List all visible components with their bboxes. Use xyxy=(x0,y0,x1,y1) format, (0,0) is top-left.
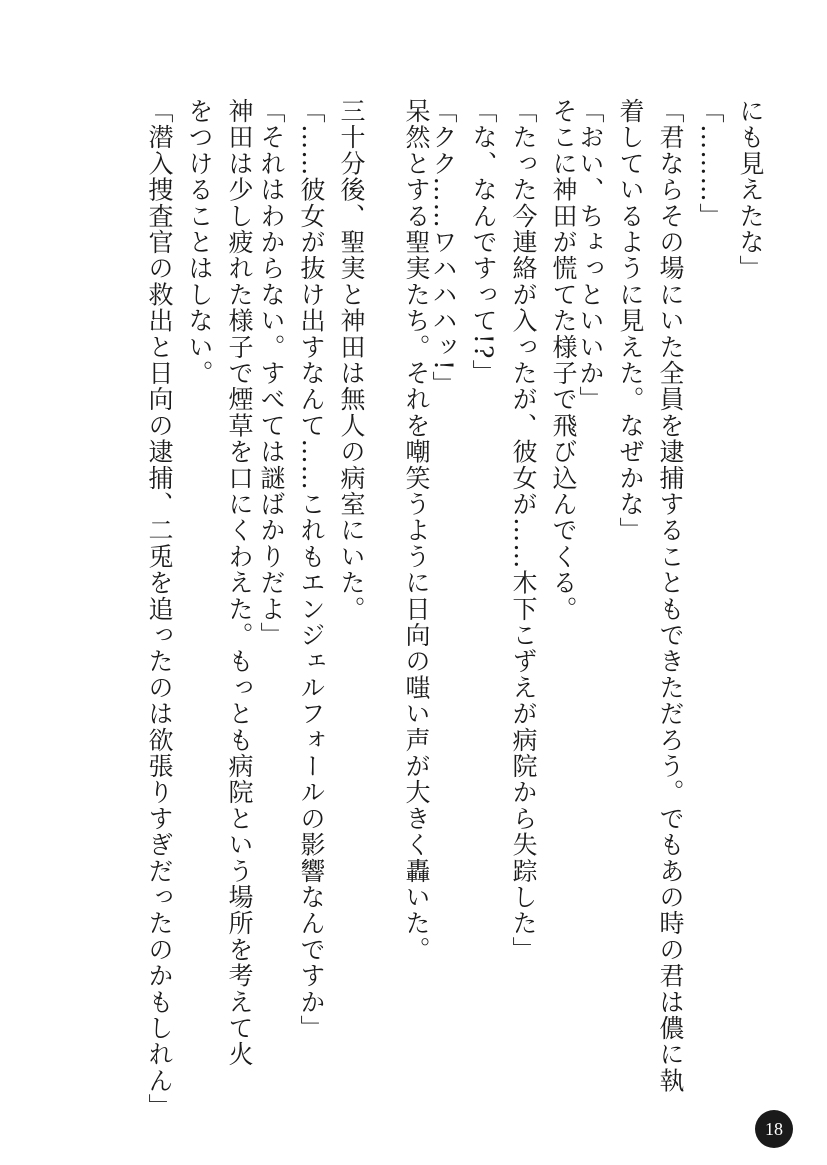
text-line: 呆然とする聖実たち。それを嘲笑うように日向の嗤い声が大きく轟いた。 xyxy=(402,98,431,963)
text-line: 着しているように見えた。なぜかな」 xyxy=(616,98,645,544)
text-line: 「君ならその場にいた全員を逮捕することもできただろう。でもあの時の君は儂に執 xyxy=(656,98,685,1094)
text-line: 三十分後、聖実と神田は無人の病室にいた。 xyxy=(337,98,366,622)
text-line: 「クク……ワハハハッ!」 xyxy=(429,98,458,398)
text-line: 「……彼女が抜け出すなんて……これもエンジェルフォールの影響なんですか」 xyxy=(297,98,326,1042)
text-line: 「な、なんですって!?」 xyxy=(469,98,498,386)
text-line: をつけることはしない。 xyxy=(185,98,214,387)
text-line: そこに神田が慌てた様子で飛び込んでくる。 xyxy=(549,98,578,622)
text-line: 神田は少し疲れた様子で煙草を口にくわえた。もっとも病院という場所を考えて火 xyxy=(225,98,254,1068)
text-line: 「おい、ちょっといいか」 xyxy=(576,98,605,413)
page-number-badge: 18 xyxy=(755,1110,793,1148)
text-line: 「潜入捜査官の救出と日向の逮捕、二兎を追ったのは欲張りすぎだったのかもしれん」 xyxy=(145,98,174,1120)
text-line: 「それはわからない。すべては謎ばかりだよ」 xyxy=(257,98,286,649)
text-line: にも見えたな」 xyxy=(736,98,765,282)
text-line: 「たった今連絡が入ったが、彼女が……木下こずえが病院から失踪した」 xyxy=(509,98,538,963)
text-line: 「………」 xyxy=(696,98,725,229)
